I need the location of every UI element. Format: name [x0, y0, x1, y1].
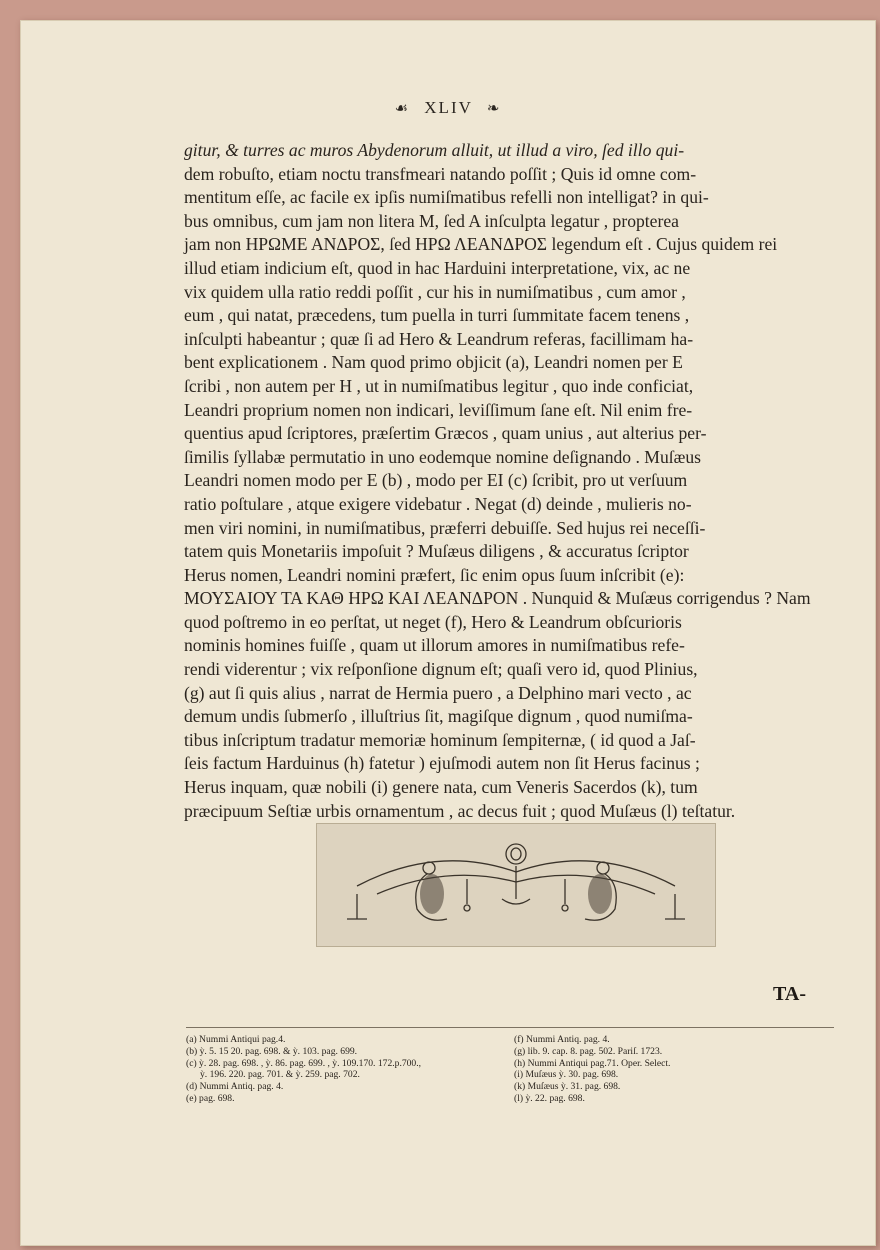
footnote: (f) Nummi Antiq. pag. 4.: [514, 1034, 610, 1045]
text-line: (g) aut ſi quis alius , narrat de Hermia puero , a Delphino mari vecto , ac: [184, 682, 692, 703]
text-line: Leandri proprium nomen non indicari, leviſſimum ſane eſt. Nil enim fre-: [184, 399, 693, 420]
text-line: illud etiam indicium eſt, quod in hac Harduini interpretatione, vix, ac ne: [184, 257, 691, 278]
text-line: ΜΟΥΣΑΙΟΥ ΤΑ ΚΑΘ ΗΡΩ ΚΑΙ ΛΕΑΝΔΡΟΝ . Nunquid & Muſæus corrigendus ? Nam: [184, 588, 811, 609]
text-line: eum , qui natat, præcedens, tum puella in turri ſummitate facem tenens ,: [184, 305, 690, 326]
page-number: XLIV: [424, 98, 473, 117]
footnote: (a) Nummi Antiqui pag.4.: [186, 1034, 286, 1045]
footnote: (c) ỳ. 28. pag. 698. , ỳ. 86. pag. 699. , ỳ. 109.170. 172.p.700.,: [186, 1057, 422, 1069]
text-line: vix quidem ulla ratio reddi poſſit , cur his in numiſmatibus , cum amor ,: [184, 281, 686, 302]
footnotes-right: [514, 1034, 834, 1105]
footnote: (h) Nummi Antiqui pag.71. Oper. Select.: [514, 1057, 671, 1069]
footnote: (g) lib. 9. cap. 8. pag. 502. Pariſ. 1723.: [514, 1045, 663, 1057]
page: [20, 20, 876, 1246]
footnote: (d) Nummi Antiq. pag. 4.: [186, 1081, 284, 1093]
text-line: bus omnibus, cum jam non litera M, ſed A inſculpta legatur , propterea: [184, 210, 679, 231]
text-line: Leandri nomen modo per E (b) , modo per EI (c) ſcribit, pro ut verſuum: [184, 470, 688, 491]
text-line: tatem quis Monetariis impoſuit ? Muſæus diligens , & accuratus ſcriptor: [184, 541, 689, 562]
text-line: jam non ΗΡΩΜΕ ΑΝΔΡΟΣ, ſed ΗΡΩ ΛΕΑΝΔΡΟΣ legendum eſt . Cujus quidem rei: [184, 234, 778, 255]
text-line: ratio poſtulare , atque exigere videbatur . Negat (d) deinde , mulieris no-: [184, 493, 692, 514]
decorative-vignette: [316, 823, 716, 947]
text-line: ſeis factum Harduinus (h) fatetur ) ejuſmodi autem non ſit Herus facinus ;: [184, 753, 700, 774]
text-line: tibus inſcriptum tradatur memoriæ hominum ſempiternæ, ( id quod a Jaſ-: [184, 729, 696, 750]
text-line: ſcribi , non autem per H , ut in numiſmatibus legitur , quo inde conficiat,: [184, 375, 694, 396]
text-line: nominis homines fuiſſe , quam ut illorum amores in numiſmatibus refe-: [184, 635, 685, 656]
text-line: mentitum eſſe, ac facile ex ipſis numiſmatibus refelli non intelligat? in qui-: [184, 187, 709, 208]
body-text: [184, 139, 836, 823]
footnote: (k) Muſæus ỳ. 31. pag. 698.: [514, 1081, 621, 1093]
footnote: ỳ. 196. 220. pag. 701. & ỳ. 259. pag. 702.: [200, 1069, 360, 1081]
ornament-left-icon: ☙: [394, 101, 411, 117]
text-line: ſimilis ſyllabæ permutatio in uno eodemque nomine deſignando . Muſæus: [184, 446, 702, 467]
text-line: rendi viderentur ; vix reſponſione dignum eſt; quaſi vero id, quod Plinius,: [184, 659, 698, 680]
footnote-rule: [186, 1027, 834, 1028]
text-line: præcipuum Seſtiæ urbis ornamentum , ac decus fuit ; quod Muſæus (l) teſtatur.: [184, 800, 736, 821]
text-line: men viri nomini, in numiſmatibus, præferri debuiſſe. Sed hujus rei neceſſi-: [184, 517, 706, 538]
vignette-ornament-icon: [317, 824, 715, 946]
text-line: gitur, & turres ac muros Abydenorum alluit, ut illud a viro, ſed illo qui-: [184, 140, 685, 160]
text-line: inſculpti habeantur ; quæ ſi ad Hero & Leandrum referas, facillimam ha-: [184, 328, 694, 349]
text-line: Herus nomen, Leandri nomini præfert, ſic enim opus ſuum inſcribit (e):: [184, 564, 685, 585]
catchword: TA-: [773, 983, 806, 1005]
text-line: demum undis ſubmerſo , illuſtrius ſit, magiſque dignum , quod numiſma-: [184, 706, 693, 727]
footnotes-left: [186, 1034, 516, 1105]
footnote: (b) ỳ. 5. 15 20. pag. 698. & ỳ. 103. pag. 699.: [186, 1045, 358, 1057]
page-header: [20, 98, 876, 118]
text-line: bent explicationem . Nam quod primo objicit (a), Leandri nomen per E: [184, 352, 683, 373]
text-line: quentius apud ſcriptores, præſertim Græcos , quam unius , aut alterius per-: [184, 423, 707, 444]
footnote: (l) ỳ. 22. pag. 698.: [514, 1092, 585, 1104]
footnote: (i) Muſæus ỳ. 30. pag. 698.: [514, 1069, 619, 1081]
text-line: Herus inquam, quæ nobili (i) genere nata, cum Veneris Sacerdos (k), tum: [184, 777, 698, 798]
ornament-right-icon: ❧: [486, 101, 502, 117]
footnote: (e) pag. 698.: [186, 1092, 235, 1104]
text-line: quod poſtremo in eo perſtat, ut neget (f), Hero & Leandrum obſcurioris: [184, 611, 682, 632]
text-line: dem robuſto, etiam noctu transfmeari natando poſſit ; Quis id omne com-: [184, 163, 697, 184]
